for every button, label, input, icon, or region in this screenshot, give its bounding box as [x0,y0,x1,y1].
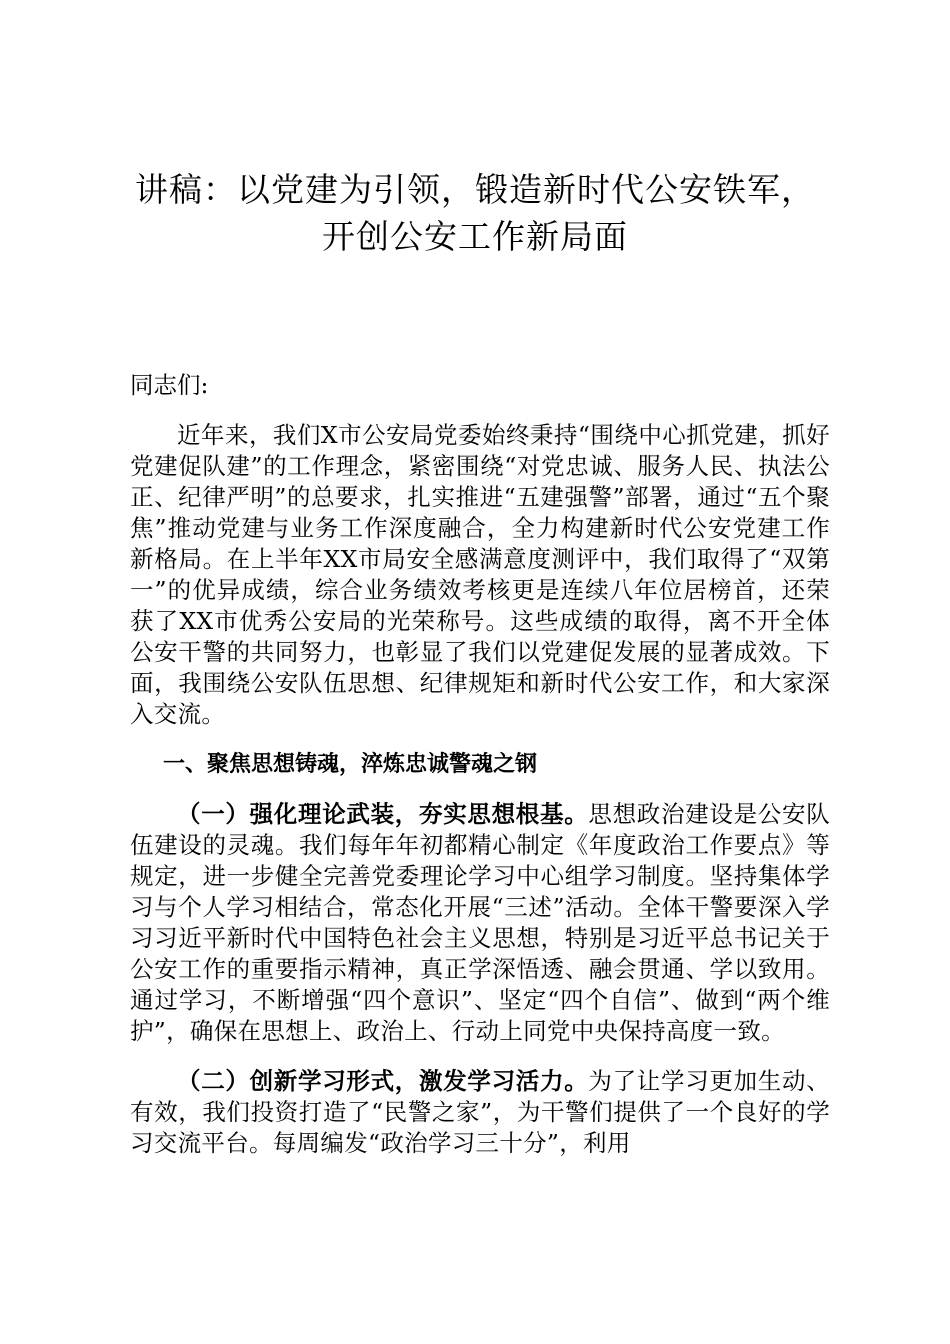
salutation: 同志们: [130,371,209,399]
title-line-2: 开创公安工作新局面 [322,217,628,256]
document-body [130,370,830,1178]
document-title [120,166,830,260]
subsection-paragraph-2 [130,1066,830,1159]
subsection-lead-1: （一）强化理论武装，夯实思想根基。 [177,800,589,828]
intro-paragraph: 近年来，我们X市公安局党委始终秉持“围绕中心抓党建，抓好党建促队建”的工作理念，紧密围绕“对党忠诚、服务人民、执法公正、纪律严明”的总要求，扎实推进“五建强警”部署，通过“五个聚焦”推动党建与业务工作深度融合，全力构建新时代公安党建工作新格局。在上半年XX市局安全感满意度测评中，我们取得了“双第一”的优异成绩，综合业务绩效考核更是连续八年位居榜首，还荣获了XX市优秀公安局的光荣称号。这些成绩的取得，离不开全体公安干警的共同努力，也彰显了我们以党建促发展的显著成效。下面，我围绕公安队伍思想、纪律规矩和新时代公安工作，和大家深入交流。 [130,421,830,728]
subsection-text-2: 为了让学习更加生动、有效，我们投资打造了“民警之家”，为干警们提供了一个良好的学习交流平台。每周编发“政治学习三十分”，利用 [130,1067,831,1157]
subsection-lead-2: （二）创新学习形式，激发学习活力。 [177,1067,589,1095]
subsection-paragraph-1 [130,799,830,1047]
section-heading-1: 一、聚焦思想铸魂，淬炼忠诚警魂之钢 [163,752,538,777]
subsection-text-1: 思想政治建设是公安队伍建设的灵魂。我们每年年初都精心制定《年度政治工作要点》等规定，进一步健全完善党委理论学习中心组学习制度。坚持集体学习与个人学习相结合，常态化开展“三述”活动。全体干警要深入学习习近平新时代中国特色社会主义思想，特别是习近平总书记关于公安工作的重要指示精神，真正学深悟透、融会贯通、学以致用。通过学习，不断增强“四个意识”、坚定“四个自信”、做到“两个维护”，确保在思想上、政治上、行动上同党中央保持高度一致。 [130,800,831,1045]
title-line-1: 讲稿：以党建为引领，锻造新时代公安铁军， [135,170,815,209]
